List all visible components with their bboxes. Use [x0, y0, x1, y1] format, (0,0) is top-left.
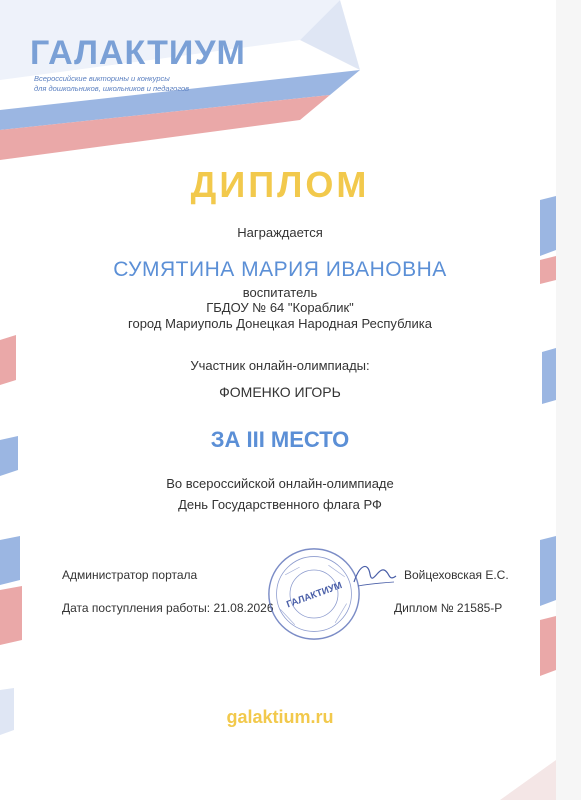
- ribbon-right-5: [540, 616, 556, 676]
- recipient-position: воспитатель: [242, 285, 318, 300]
- admin-name: Войцеховская Е.С.: [404, 568, 509, 582]
- scan-edge: [556, 0, 581, 800]
- ribbon-right-4: [540, 536, 556, 606]
- diploma-number: Диплом № 21585-Р: [394, 601, 503, 615]
- recipient-name: СУМЯТИНА МАРИЯ ИВАНОВНА: [113, 258, 447, 281]
- diploma-title: ДИПЛОМ: [190, 164, 370, 205]
- place-award: ЗА III МЕСТО: [210, 427, 350, 452]
- event-line1: Во всероссийской онлайн-олимпиаде: [166, 476, 394, 491]
- logo-subtitle-line2: для дошкольников, школьников и педагогов: [34, 84, 190, 93]
- admin-label: Администратор портала: [62, 568, 198, 582]
- recipient-organization: ГБДОУ № 64 "Кораблик": [206, 300, 354, 315]
- awarded-label: Награждается: [237, 225, 323, 240]
- website-link[interactable]: galaktium.ru: [226, 707, 334, 727]
- ribbon-left-3: [0, 536, 20, 585]
- recipient-city: город Мариуполь Донецкая Народная Республика: [128, 316, 432, 331]
- stamp-seal: [266, 546, 362, 642]
- logo-subtitle: [34, 74, 234, 94]
- ribbon-bottom-right: [500, 760, 556, 800]
- event-line2: День Государственного флага РФ: [178, 497, 382, 512]
- stamp-center-text: ГАЛАКТИУМ: [285, 580, 344, 611]
- participant-label: Участник онлайн-олимпиады:: [190, 358, 370, 373]
- date-received: Дата поступления работы: 21.08.2026: [62, 601, 274, 615]
- logo-subtitle-line1: Всероссийские викторины и конкурсы: [34, 74, 170, 83]
- logo: ГАЛАКТИУМ: [30, 34, 246, 72]
- ribbon-left-4: [0, 586, 22, 645]
- signature: [350, 556, 400, 596]
- participant-name: ФОМЕНКО ИГОРЬ: [219, 384, 341, 400]
